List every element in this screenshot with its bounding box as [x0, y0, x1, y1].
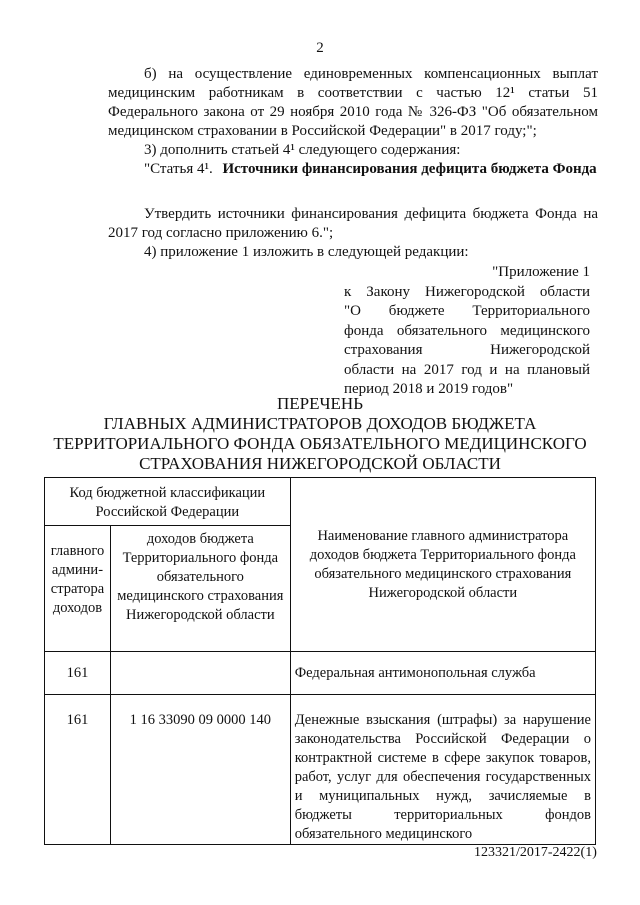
appendix-line: области на 2017 год и на плановый [344, 361, 590, 378]
list-title-line: ГЛАВНЫХ АДМИНИСТРАТОРОВ ДОХОДОВ БЮДЖЕТА [103, 414, 537, 433]
list-title-line: ТЕРРИТОРИАЛЬНОГО ФОНДА ОБЯЗАТЕЛЬНОГО МЕДИЦИНСКОГО [53, 434, 587, 453]
cell-code [110, 652, 290, 695]
list-title [0, 394, 640, 474]
cell-name: Денежные взыскания (штрафы) за нарушение законодательства Российской Федерации о контрактной системе в сфере закупок товаров, работ, услуг для обеспечения государственных и муниципальных нужд, зачисляемые в бюджеты территориальных фондов обязательного медицинского [290, 695, 595, 845]
cell-admin: 161 [45, 695, 111, 845]
header-administrator-name: Наименование главного администратора доходов бюджета Территориального фонда обязательного медицинского страхования Нижегородской области [290, 478, 595, 652]
cell-admin: 161 [45, 652, 111, 695]
cell-name: Федеральная антимонопольная служба [290, 652, 595, 695]
document-code: 123321/2017-2422(1) [474, 845, 597, 860]
list-title-line: СТРАХОВАНИЯ НИЖЕГОРОДСКОЙ ОБЛАСТИ [139, 454, 501, 473]
appendix-line: к Закону Нижегородской области [344, 283, 590, 300]
paragraph-3: 3) дополнить статьей 4¹ следующего содержания: [144, 142, 461, 158]
article-title: Источники финансирования дефицита бюджета Фонда [222, 161, 597, 177]
cell-code: 1 16 33090 09 0000 140 [110, 695, 290, 845]
header-income-code: доходов бюджета Территориального фонда обязательного медицинского страхования Нижегородской области [110, 526, 290, 652]
approve-paragraph: Утвердить источники финансирования дефицита бюджета Фонда на 2017 год согласно приложению 6."; [108, 206, 598, 241]
table-row [45, 695, 596, 845]
paragraph-b: б) на осуществление единовременных компенсационных выплат медицинским работникам в соответствии с частью 12¹ статьи 51 Федерального закона от 29 ноября 2010 года № 326-ФЗ "Об обязательном медицинском страховании в Российской Федерации" в 2017 году;"; [108, 66, 598, 139]
table-row [45, 652, 596, 695]
appendix-reference [344, 263, 590, 400]
header-budget-classification: Код бюджетной классификации Российской Федерации [45, 478, 291, 526]
article-prefix: "Статья 4¹. [144, 161, 213, 177]
appendix-line: "Приложение 1 [492, 264, 590, 280]
appendix-line: период 2018 и 2019 годов" [344, 381, 514, 397]
administrators-table [44, 477, 596, 845]
article-heading [108, 160, 598, 179]
header-admin-code: главного админи-стратора доходов [45, 526, 111, 652]
appendix-line: фонда обязательного медицинского [344, 322, 590, 339]
appendix-line: страхования Нижегородской [344, 342, 590, 358]
paragraph-4: 4) приложение 1 изложить в следующей редакции: [144, 244, 469, 260]
page-number: 2 [316, 40, 324, 56]
list-heading: ПЕРЕЧЕНЬ [277, 394, 363, 413]
appendix-line: "О бюджете Территориального [344, 303, 590, 319]
